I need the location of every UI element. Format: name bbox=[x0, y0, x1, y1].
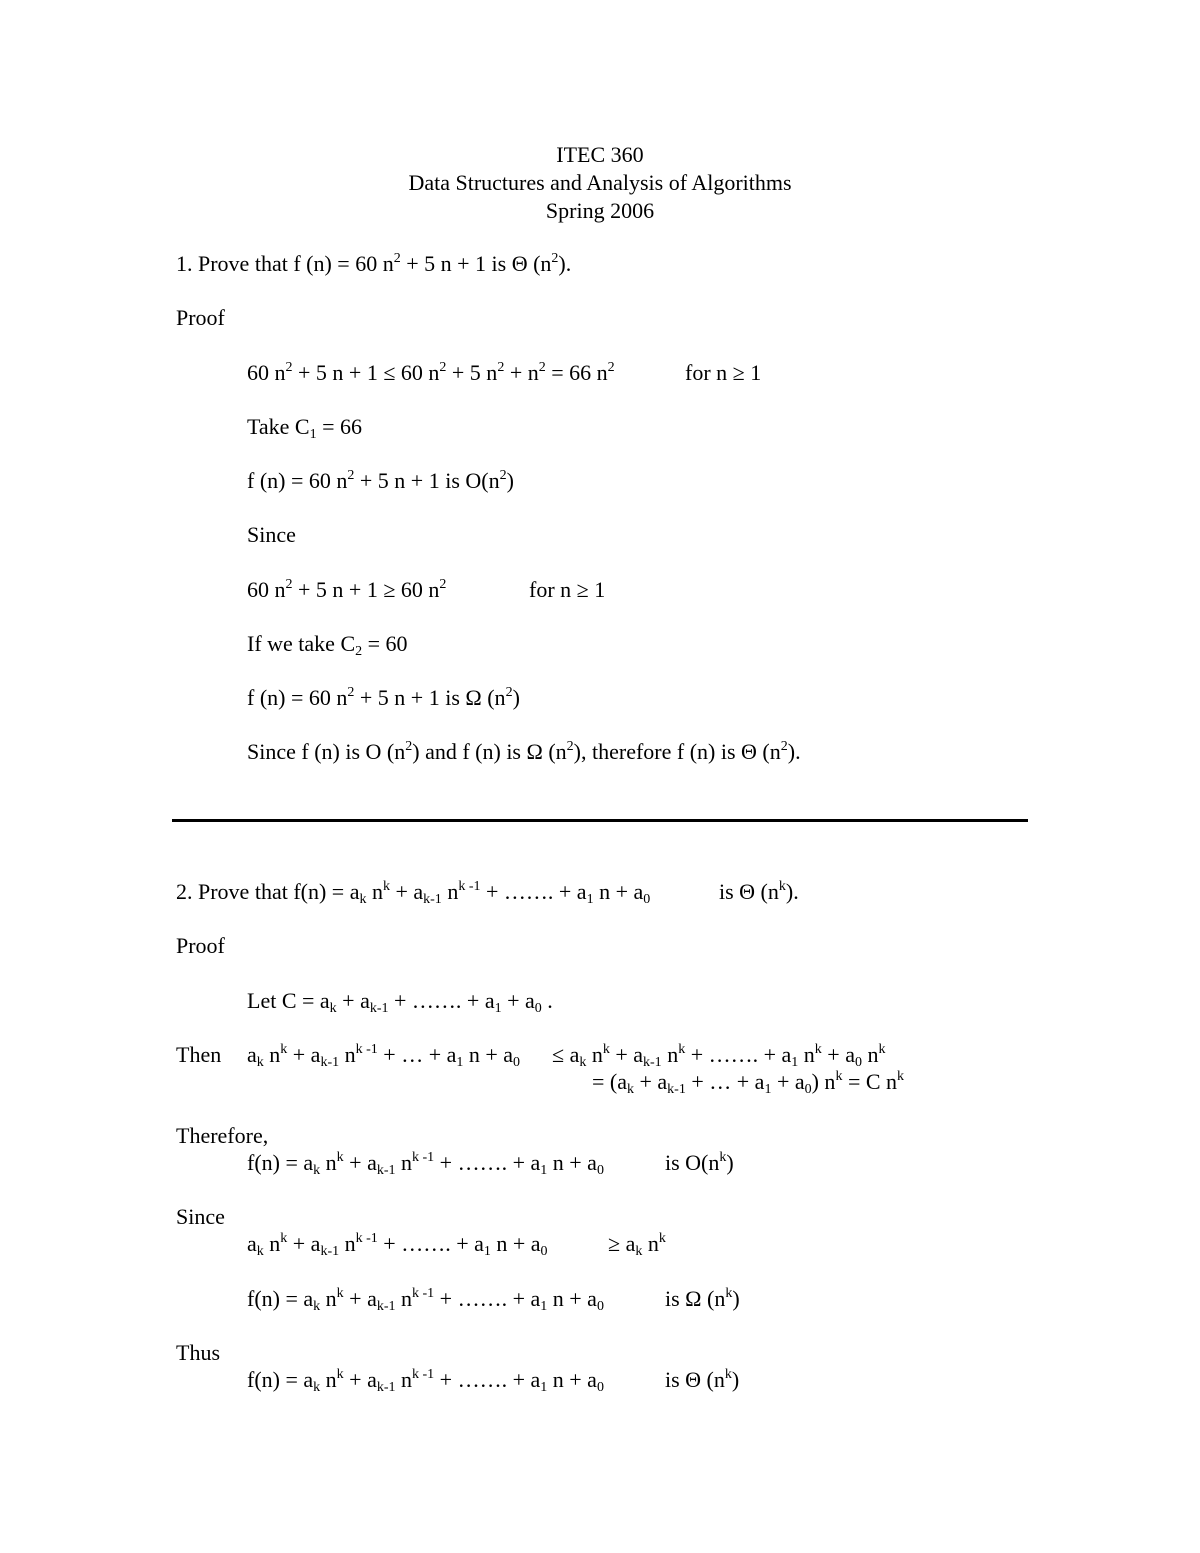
since-label-2: Since bbox=[176, 1204, 225, 1229]
proof-heading-2: Proof bbox=[176, 933, 225, 958]
big-o-result-2: $f(n) = a_k$ $n^k + a_{k-1}$ $n^{k -1}$ + ……. + $a_1$ $n + a_0$ bbox=[247, 1150, 604, 1178]
thus-label: Thus bbox=[176, 1340, 220, 1365]
problem-1-statement: 1. Prove that f (n) = 60 $n^2 + 5$ n + 1 is Θ $(n^2)$. bbox=[176, 251, 572, 276]
lower-bound-lhs-2: $a_k$ $n^k + a_{k-1}$ $n^{k -1}$ + ……. + $a_1$ $n + a_0$ bbox=[247, 1231, 548, 1259]
lower-bound-condition: for n ≥ 1 bbox=[529, 577, 606, 602]
section-divider bbox=[172, 819, 1028, 822]
course-code: ITEC 360 bbox=[556, 142, 644, 167]
then-label: Then bbox=[176, 1042, 222, 1067]
problem-2-statement: 2. Prove that $f(n) = a_k$ $n^k + a_{k-1}$ $n^{k -1}$ + ……. + $a_1$ $n + a_0$ bbox=[176, 879, 651, 907]
big-omega-result-2: $f(n) = a_k$ $n^k + a_{k-1}$ $n^{k -1}$ + ……. + $a_1$ $n + a_0$ bbox=[247, 1286, 604, 1314]
big-o-result: f (n) = 60 $n^2 + 5$ n + 1 is $O(n^2)$ bbox=[247, 468, 514, 493]
big-o-claim: is $O(n^k)$ bbox=[665, 1150, 734, 1175]
then-rhs: ≤ $a_k$ $n^k + a_{k-1}$ $n^k$ + ……. + $a_1$ $n^k + a_0$ $n^k$ bbox=[552, 1042, 886, 1070]
lower-bound-rhs-2: ≥ $a_k$ $n^k$ bbox=[608, 1231, 666, 1259]
upper-bound-inequality: 60 $n^2 + 5$ n + 1 ≤ 60 $n^2 + 5$ $n^2 + n^2 = 66$ $n^2$ bbox=[247, 360, 615, 385]
proof-heading-1: Proof bbox=[176, 305, 225, 330]
course-title: Data Structures and Analysis of Algorithms bbox=[408, 170, 792, 195]
then-lhs: $a_k$ $n^k + a_{k-1}$ $n^{k -1}$ + … + $a_1$ $n + a_0$ bbox=[247, 1042, 521, 1070]
lower-bound-inequality: 60 $n^2 + 5$ n + 1 ≥ 60 $n^2$ bbox=[247, 577, 447, 602]
since-label-1: Since bbox=[247, 522, 296, 547]
therefore-label: Therefore, bbox=[176, 1123, 269, 1148]
define-c: Let $C = a_k + a_{k-1}$ + ……. + $a_1 + a_0$ . bbox=[247, 988, 553, 1016]
take-c2: If we take $C_2 = 60$ bbox=[247, 631, 408, 659]
problem-1-conclusion: Since f (n) is O $(n^2)$ and f (n) is Ω $(n^2)$, therefore f (n) is Θ $(n^2)$. bbox=[247, 739, 801, 764]
big-theta-claim: is Θ $(n^k)$ bbox=[665, 1367, 740, 1392]
problem-2-claim: is Θ $(n^k)$. bbox=[719, 879, 799, 904]
then-equals-cnk: = ($a_k + a_{k-1}$ + … + $a_1 + a_0$) $n^k = C$ $n^k$ bbox=[592, 1069, 905, 1097]
big-omega-claim: is Ω $(n^k)$ bbox=[665, 1286, 740, 1311]
big-omega-result: f (n) = 60 $n^2 + 5$ n + 1 is Ω $(n^2)$ bbox=[247, 685, 520, 710]
big-theta-result-2: $f(n) = a_k$ $n^k + a_{k-1}$ $n^{k -1}$ + ……. + $a_1$ $n + a_0$ bbox=[247, 1367, 604, 1395]
take-c1: Take $C_1 = 66$ bbox=[247, 414, 363, 442]
upper-bound-condition: for n ≥ 1 bbox=[685, 360, 762, 385]
term: Spring 2006 bbox=[545, 198, 655, 223]
